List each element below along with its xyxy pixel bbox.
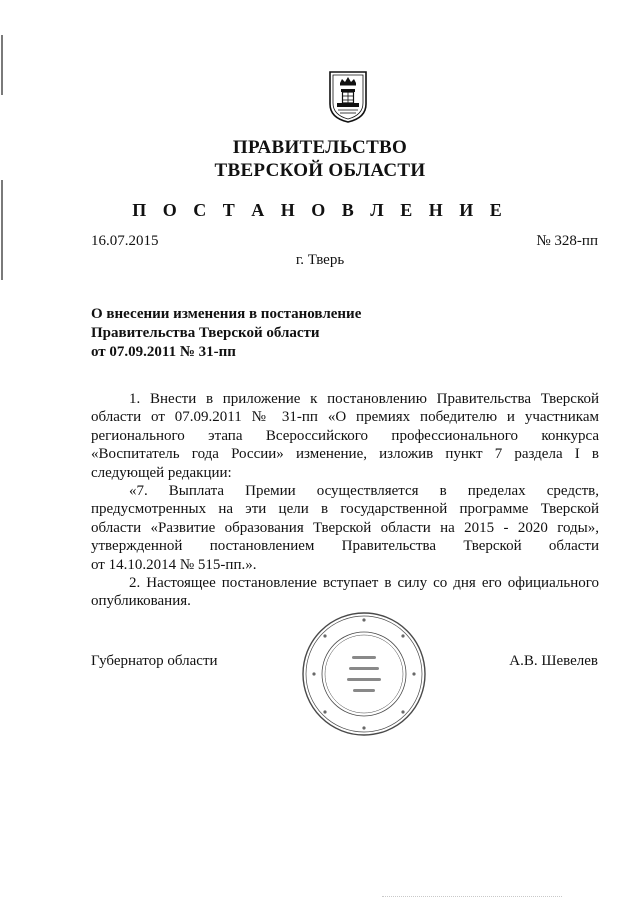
organization-name: ПРАВИТЕЛЬСТВО	[232, 137, 408, 158]
body-line: утвержденной постановлением Правительства Тверской области	[91, 538, 599, 555]
signatory-title: Губернатор области	[91, 653, 218, 669]
document-subject	[91, 305, 361, 362]
scan-artifact	[382, 896, 562, 898]
tver-coat-of-arms-icon	[328, 70, 368, 124]
document-type: П О С Т А Н О В Л Е Н И Е	[132, 200, 508, 220]
document-date: 16.07.2015	[91, 233, 159, 249]
body-line: от 14.10.2014 № 515-пп.».	[91, 556, 257, 573]
signatory-name: А.В. Шевелев	[509, 653, 598, 669]
subject-line: Правительства Тверской области	[91, 325, 320, 341]
body-line: «Воспитатель года России» изменение, изложив пункт 7 раздела I в	[91, 446, 599, 463]
subject-line: от 07.09.2011 № 31-пп	[91, 344, 236, 360]
body-line: области «Развитие образования Тверской области на 2015 - 2020 годы»,	[91, 519, 599, 536]
body-line: следующей редакции:	[91, 464, 232, 481]
document-number: № 328-пп	[536, 233, 598, 249]
body-line: предусмотренных на эти цели в государственной программе Тверской	[91, 501, 599, 518]
body-line: регионального этапа Всероссийского профессионального конкурса	[91, 427, 599, 444]
body-line: опубликования.	[91, 593, 191, 610]
body-line: «7. Выплата Премии осуществляется в пределах средств,	[129, 483, 599, 500]
organization-region: ТВЕРСКОЙ ОБЛАСТИ	[214, 160, 426, 181]
document-city: г. Тверь	[295, 252, 345, 268]
official-stamp	[300, 610, 428, 738]
body-line: 2. Настоящее постановление вступает в силу со дня его официального	[129, 575, 599, 592]
body-line: области от 07.09.2011 № 31-пп «О премиях победителю и участникам	[91, 409, 599, 426]
scan-edge-mark	[1, 35, 3, 95]
body-line: 1. Внести в приложение к постановлению Правительства Тверской	[129, 391, 599, 407]
subject-line: О внесении изменения в постановление	[91, 306, 362, 322]
document-body	[91, 390, 599, 611]
